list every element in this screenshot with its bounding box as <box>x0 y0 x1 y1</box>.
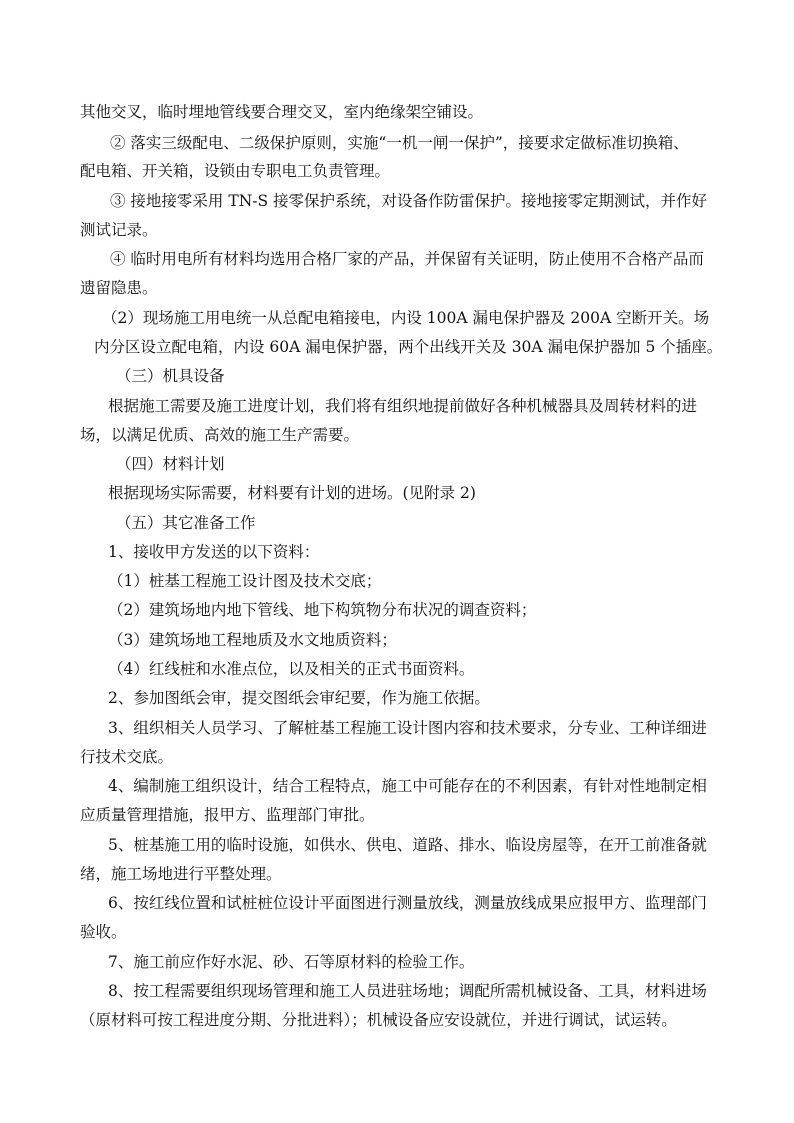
text-line: 1、接收甲方发送的以下资料： <box>108 543 320 561</box>
text-line: 其他交叉，临时埋地管线要合理交叉，室内绝缘架空铺设。 <box>80 103 484 121</box>
text-line: 验收。 <box>80 923 127 941</box>
list-item: （1）桩基工程施工设计图及技术交底； <box>108 572 382 590</box>
text-line: ② 落实三级配电、二级保护原则，实施“一机一闸一保护”，接要求定做标准切换箱、 <box>110 134 689 152</box>
text-line: 5、桩基施工用的临时设施，如供水、供电、道路、排水、临设房屋等，在开工前准备就 <box>108 836 707 854</box>
text-line: 8、按工程需要组织现场管理和施工人员进驻场地；调配所需机械设备、工具，材料进场 <box>108 982 707 1000</box>
text-line: 6、按红线位置和试桩桩位设计平面图进行测量放线，测量放线成果应报甲方、监理部门 <box>108 894 707 912</box>
text-line: 根据施工需要及施工进度计划，我们将有组织地提前做好各种机械器具及周转材料的进 <box>108 397 698 415</box>
text-line: 绪，施工场地进行平整处理。 <box>80 865 282 883</box>
text-line: 配电箱、开关箱，设锁由专职电工负责管理。 <box>80 162 391 180</box>
text-line: （原材料可按工程进度分期、分批进料）；机械设备应安设就位，并进行调试，试运转。 <box>80 1011 677 1029</box>
text-line: 内分区设立配电箱，内设 60A 漏电保护器，两个出线开关及 30A 漏电保护器加 5 个插座。 <box>94 338 723 356</box>
section-heading: （三）机具设备 <box>116 367 225 385</box>
text-line: 4、编制施工组织设计，结合工程特点，施工中可能存在的不利因素，有针对性地制定相 <box>108 777 707 795</box>
text-line: 应质量管理措施，报甲方、监理部门审批。 <box>80 806 375 824</box>
text-line: 遗留隐患。 <box>80 279 158 297</box>
section-heading: （五）其它准备工作 <box>116 514 256 532</box>
list-item: （2）建筑场地内地下管线、地下构筑物分布状况的调查资料； <box>108 601 537 619</box>
list-item: （3）建筑场地工程地质及水文地质资料； <box>108 631 397 649</box>
text-line: 场，以满足优质、高效的施工生产需要。 <box>80 426 360 444</box>
text-line: （2）现场施工用电统一从总配电箱接电，内设 100A 漏电保护器及 200A 空断开关。场 <box>102 309 710 327</box>
text-line: 测试记录。 <box>80 221 158 239</box>
text-line: 行技术交底。 <box>80 748 174 766</box>
section-heading: （四）材料计划 <box>116 455 225 473</box>
text-line: 3、组织相关人员学习、了解桩基工程施工设计图内容和技术要求，分专业、工种详细进 <box>108 719 707 737</box>
text-line: 根据现场实际需要，材料要有计划的进场。(见附录 2) <box>108 484 476 502</box>
text-line: 7、施工前应作好水泥、砂、石等原材料的检验工作。 <box>108 953 475 971</box>
list-item: （4）红线桩和水准点位，以及相关的正式书面资料。 <box>108 660 475 678</box>
text-line: ④ 临时用电所有材料均选用合格厂家的产品，并保留有关证明，防止使用不合格产品而 <box>110 250 704 268</box>
text-line: ③ 接地接零采用 TN-S 接零保护系统，对设备作防雷保护。接地接零定期测试，并作好 <box>110 192 708 210</box>
text-line: 2、参加图纸会审，提交图纸会审纪要，作为施工依据。 <box>108 689 490 707</box>
